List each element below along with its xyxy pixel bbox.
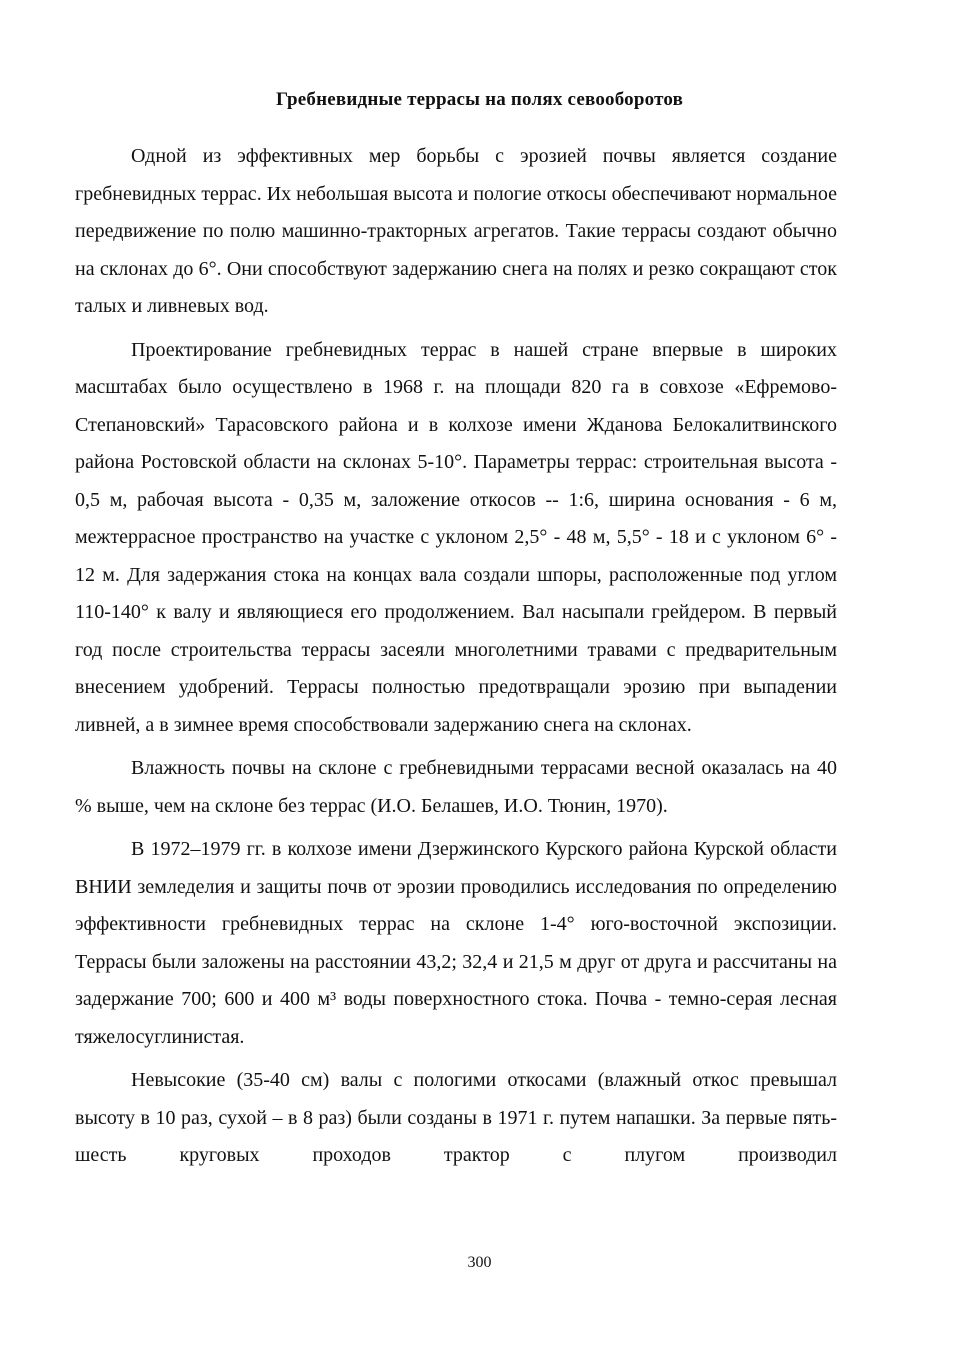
page-number: 300 bbox=[467, 1254, 492, 1271]
paragraph: Влажность почвы на склоне с гребневидными террасами весной оказалась на 40 % выше, чем на склоне без террас (И.О. Белашев, И.О. Тюнин, 1970). bbox=[75, 757, 837, 817]
paragraph: Одной из эффективных мер борьбы с эрозией почвы является создание гребневидных террас. Их небольшая высота и пологие откосы обеспечивают нормальное передвижение по полю машинно-тракторных агрегатов. Такие террасы создают обычно на склонах до 6°. Они способствуют задержанию снега на полях и резко сокращают сток талых и ливневых вод. bbox=[75, 145, 837, 317]
paragraph: Проектирование гребневидных террас в нашей стране впервые в широких масштабах было осуществлено в 1968 г. на площади 820 га в совхозе «Ефремово-Степановский» Тарасовского района и в колхозе имени Жданова Белокалитвинского района Ростовской области на склонах 5-10°. Параметры террас: строительная высота - 0,5 м, рабочая высота - 0,35 м, заложение откосов -- 1:6, ширина основания - 6 м, межтеррасное пространство на участке с уклоном 2,5° - 48 м, 5,5° - 18 и с уклоном 6° - 12 м. Для задержания стока на концах вала создали шпоры, расположенные под углом 110-140° к валу и являющиеся его продолжением. Вал насыпали грейдером. В первый год после строительства террасы засеяли многолетними травами с предварительным внесением удобрений. Террасы полностью предотвращали эрозию при выпадении ливней, а в зимнее время способствовали задержанию снега на склонах. bbox=[75, 338, 837, 736]
page-title: Гребневидные террасы на полях севооборотов bbox=[275, 89, 684, 110]
body-text bbox=[75, 138, 837, 1181]
paragraph: В 1972–1979 гг. в колхозе имени Дзержинского Курского района Курской области ВНИИ земледелия и защиты почв от эрозии проводились исследования по определению эффективности гребневидных террас на склоне 1-4° юго-восточной экспозиции. Террасы были заложены на расстоянии 43,2; 32,4 и 21,5 м друг от друга и рассчитаны на задержание 700; 600 и 400 м³ воды поверхностного стока. Почва - темно-серая лесная тяжелосуглинистая. bbox=[75, 838, 837, 1048]
paragraph: Невысокие (35-40 см) валы с пологими откосами (влажный откос превышал высоту в 10 раз, сухой – в 8 раз) были созданы в 1971 г. путем напашки. За первые пять-шесть круговых проходов трактор с плугом производил bbox=[75, 1069, 837, 1166]
